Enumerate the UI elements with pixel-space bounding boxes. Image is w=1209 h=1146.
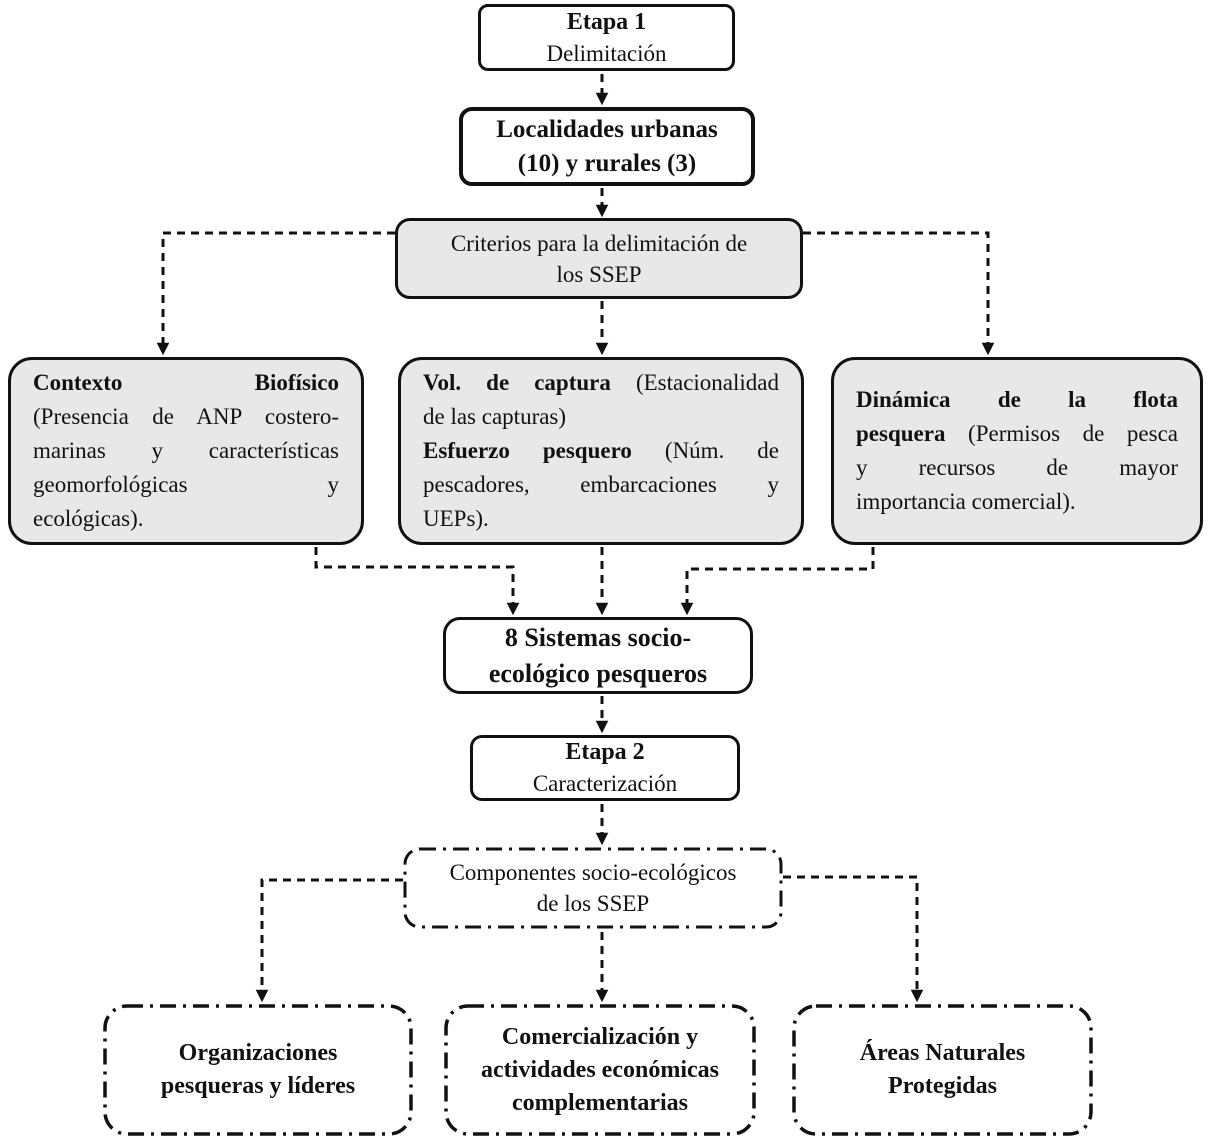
node-criterios xyxy=(395,218,803,299)
node-etapa2-subtitle: Caracterización xyxy=(532,771,678,796)
arrow-contexto-to-sistemas xyxy=(316,547,513,609)
node-localidades-line2: (10) y rurales (3) xyxy=(517,149,697,177)
node-contexto-biofisico xyxy=(8,357,364,545)
node-componentes-line1: Componentes socio-ecológicos xyxy=(449,860,737,885)
node-dinamica-line: importancia comercial). xyxy=(856,489,1076,514)
node-vol-captura-line: pescadores, embarcaciones y xyxy=(423,472,779,497)
node-localidades-line1: Localidades urbanas xyxy=(496,115,718,143)
node-areas-line1: Áreas Naturales xyxy=(859,1040,1026,1066)
arrow-criterios-to-dinamica xyxy=(803,233,988,349)
node-contexto-line: geomorfológicas y xyxy=(33,472,339,497)
node-vol-captura-line: de las capturas) xyxy=(423,404,567,429)
node-criterios-line1: Criterios para la delimitación de xyxy=(450,230,748,256)
node-contexto-line: (Presencia de ANP costero- xyxy=(33,404,339,429)
node-areas-naturales xyxy=(792,1004,1093,1136)
node-vol-captura-line: Esfuerzo pesquero (Núm. de xyxy=(423,438,780,463)
node-comercializacion-line2: actividades económicas xyxy=(481,1056,719,1083)
node-organizaciones-line1: Organizaciones xyxy=(178,1040,338,1066)
arrow-componentes-to-areas xyxy=(783,877,917,996)
node-comercializacion xyxy=(444,1004,756,1136)
node-8-sistemas-line1: 8 Sistemas socio- xyxy=(504,622,692,652)
node-componentes-line2: de los SSEP xyxy=(536,891,650,916)
node-dinamica-line: pesquera (Permisos de pesca xyxy=(856,421,1178,446)
node-dinamica-line: Dinámica de la flota xyxy=(856,387,1178,412)
node-vol-captura xyxy=(398,357,804,545)
node-etapa1 xyxy=(478,4,735,71)
node-etapa1-subtitle: Delimitación xyxy=(546,40,667,66)
arrow-componentes-to-organizaciones xyxy=(262,880,403,996)
node-contexto-line: marinas y características xyxy=(33,438,339,463)
node-8-sistemas xyxy=(443,617,753,694)
node-vol-captura-line: UEPs). xyxy=(423,506,489,531)
node-dinamica-flota xyxy=(831,357,1203,545)
node-areas-line2: Protegidas xyxy=(888,1073,997,1099)
arrow-dinamica-to-sistemas xyxy=(687,547,873,609)
node-etapa2 xyxy=(470,735,740,801)
node-contexto-line: ecológicas). xyxy=(33,506,144,531)
node-organizaciones xyxy=(103,1004,413,1136)
node-comercializacion-line1: Comercialización y xyxy=(501,1023,699,1050)
node-comercializacion-line3: complementarias xyxy=(512,1089,688,1116)
node-componentes xyxy=(403,847,783,929)
node-organizaciones-line2: pesqueras y líderes xyxy=(160,1073,356,1099)
node-contexto-line: Contexto Biofísico xyxy=(33,370,339,395)
node-8-sistemas-line2: ecológico pesqueros xyxy=(488,658,708,688)
node-criterios-line2: los SSEP xyxy=(556,261,642,287)
node-etapa2-title: Etapa 2 xyxy=(565,739,645,765)
node-etapa1-title: Etapa 1 xyxy=(566,8,647,35)
node-dinamica-line: y recursos de mayor xyxy=(856,455,1178,480)
node-localidades xyxy=(459,107,755,186)
node-vol-captura-line: Vol. de captura (Estacionalidad xyxy=(423,370,779,395)
arrow-criterios-to-contexto xyxy=(163,233,395,349)
